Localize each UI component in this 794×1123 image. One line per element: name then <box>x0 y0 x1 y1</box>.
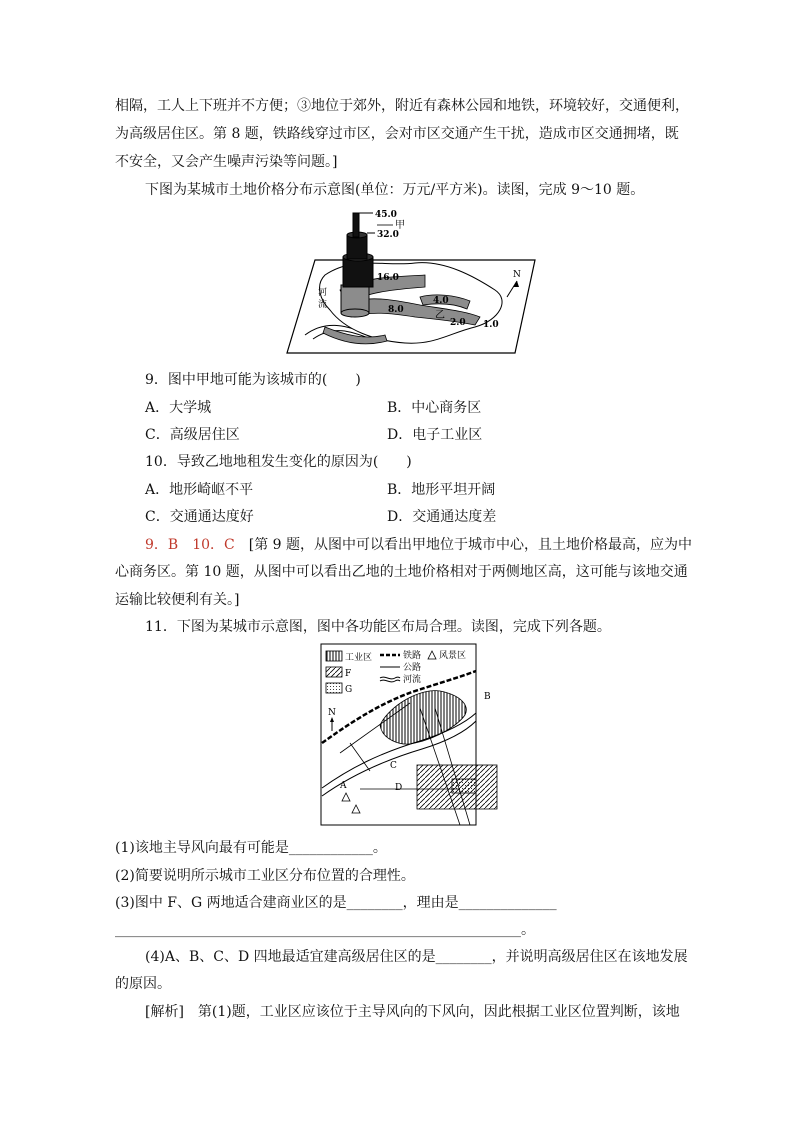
label-yi: 乙 <box>435 310 445 321</box>
legend-scenic: 风景区 <box>439 651 467 661</box>
answer-line1 <box>145 535 692 555</box>
q11-stem: 11．下图为某城市示意图，图中各功能区布局合理。读图，完成下列各题。 <box>145 619 611 635</box>
label-jia: 甲 <box>395 220 405 231</box>
q9-option-b: B．中心商务区 <box>387 400 482 416</box>
map-label-a: A <box>340 781 347 791</box>
legend-road: 公路 <box>403 663 422 673</box>
para1-line2: 为高级居住区。第 8 题，铁路线穿过市区，会对市区交通产生干扰，造成市区交通拥堵，既 <box>115 126 679 142</box>
map-label-b: B <box>484 692 491 702</box>
q11-part3-blank: __________________________________________________________。 <box>115 922 535 938</box>
label-river-1: 河 <box>318 288 328 298</box>
q9-option-a: A．大学城 <box>145 400 212 416</box>
label-north: N <box>513 270 521 280</box>
q11-part1: (1)该地主导风向最有可能是____________。 <box>115 840 387 856</box>
label-2: 2.0 <box>450 318 466 328</box>
q9-stem: 9．图中甲地可能为该城市的( ) <box>145 372 361 388</box>
q9-option-d: D．电子工业区 <box>387 427 483 443</box>
q10-option-a: A．地形崎岖不平 <box>145 482 254 498</box>
answer-line2: 心商务区。第 10 题，从图中可以看出乙地的土地价格相对于两侧地区高，这可能与该地交通 <box>115 564 688 580</box>
label-1: 1.0 <box>483 320 499 330</box>
legend-f: F <box>345 669 352 679</box>
label-32: 32.0 <box>377 230 399 240</box>
q10-option-d: D．交通通达度差 <box>387 509 497 525</box>
legend-railway: 铁路 <box>403 651 422 661</box>
map-north: N <box>328 708 336 718</box>
label-river-2: 流 <box>318 300 328 310</box>
answer-line3: 运输比较便利有关。] <box>115 592 240 608</box>
legend-g: G <box>345 685 353 695</box>
q11-analysis: [解析] 第(1)题，工业区应该位于主导风向的下风向，因此根据工业区位置判断，该地 <box>145 1004 680 1020</box>
q10-option-c: C．交通通达度好 <box>145 509 254 525</box>
q10-stem: 10．导致乙地地租发生变化的原因为( ) <box>145 454 412 470</box>
map-label-c: C <box>390 761 397 771</box>
para1-line1: 相隔，工人上下班并不方便；③地位于郊外，附近有森林公园和地铁，环境较好，交通便利， <box>115 98 689 114</box>
land-price-figure <box>285 205 535 355</box>
label-8: 8.0 <box>388 305 404 315</box>
map-label-d: D <box>395 783 403 793</box>
q11-part4-line1: (4)A、B、C、D 四地最适宜建高级居住区的是________，并说明高级居住区在该地发展 <box>145 949 688 965</box>
answer-key: 9．B 10．C <box>145 537 235 553</box>
label-4: 4.0 <box>433 296 449 306</box>
zone-g <box>452 779 476 793</box>
q10-option-b: B．地形平坦开阔 <box>387 482 496 498</box>
q11-part3: (3)图中 F、G 两地适合建商业区的是________，理由是______________ <box>115 895 557 911</box>
legend-river: 河流 <box>403 675 422 685</box>
label-16: 16.0 <box>377 273 399 283</box>
q11-part2: (2)简要说明所示城市工业区分布位置的合理性。 <box>115 868 415 884</box>
intro-9-10: 下图为某城市土地价格分布示意图(单位：万元/平方米)。读图，完成 9～10 题。 <box>145 182 645 198</box>
q9-option-c: C．高级居住区 <box>145 427 240 443</box>
legend-industry: 工业区 <box>345 653 373 663</box>
label-45: 45.0 <box>375 210 397 220</box>
para1-line3: 不安全，又会产生噪声污染等问题。] <box>115 154 338 170</box>
q11-part4-line2: 的原因。 <box>115 976 171 992</box>
legend-g-swatch <box>326 683 342 693</box>
answer-explanation-1: [第 9 题，从图中可以看出甲地位于城市中心，且土地价格最高，应为中 <box>234 537 693 553</box>
legend-f-swatch <box>326 667 342 677</box>
legend-industry-swatch <box>326 651 342 661</box>
city-map-figure <box>320 643 491 827</box>
